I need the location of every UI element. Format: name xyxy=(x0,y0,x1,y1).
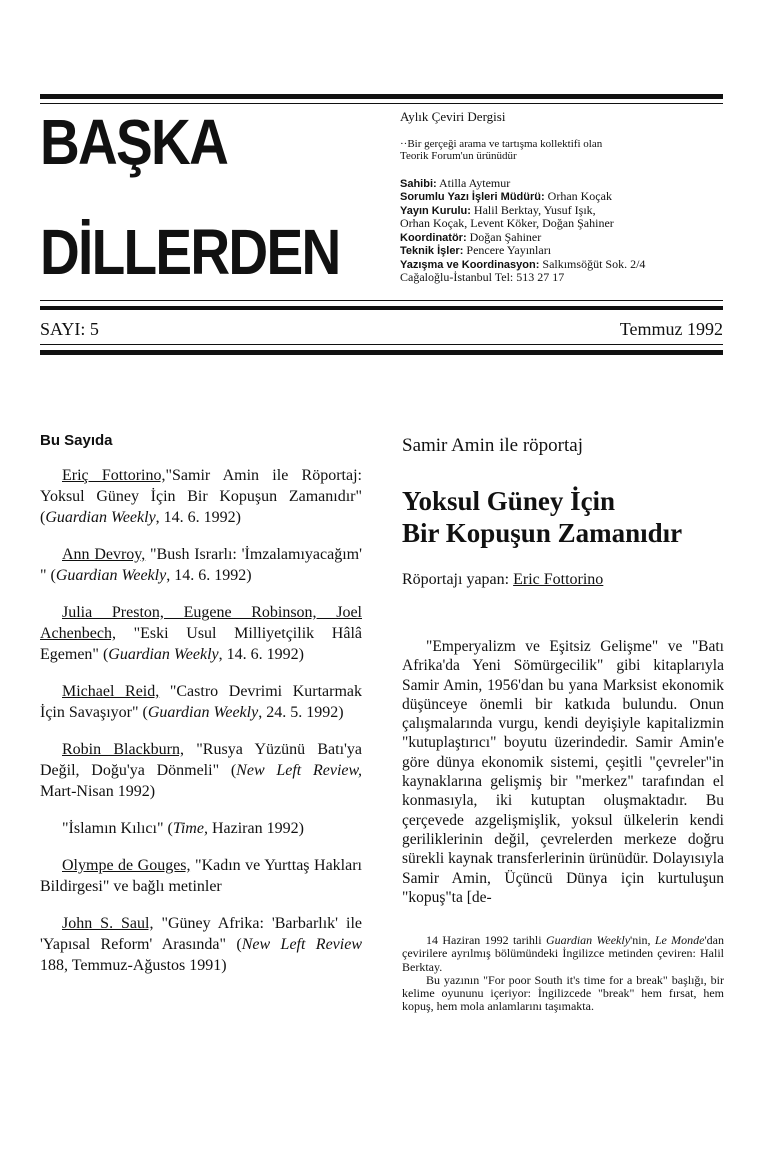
toc-entry xyxy=(40,544,362,586)
masthead-title-line1: BAŞKA xyxy=(40,106,228,178)
toc-entry xyxy=(40,818,362,839)
credit-value: Halil Berktay, Yusuf Işık, xyxy=(470,202,596,217)
headline-line1: Yoksul Güney İçin xyxy=(402,486,616,516)
credit-value: Atilla Aytemur xyxy=(436,175,511,190)
toc-entry xyxy=(40,855,362,897)
byline-prefix: Röportajı yapan: xyxy=(402,571,514,588)
footnote-publication: Guardian Weekly xyxy=(545,933,631,947)
article-body: "Emperyalizm ve Eşitsiz Gelişme" ve "Batı Afrika'da Yeni Sömürgecilik" gibi kitaplarıyla Samir Amin, 1956'dan bu yana Marksist ekonomik düşünceye önemli bir katkıda bulundu. Onun çalışmalarında vurgu, kendi deyişiyle kapitalizmin "kutuplaştırıcı" boyutu üzerindedir. Samir Amin'e göre dünya ekonomik sistemi, çeşitli "çevreler"in kaynaklarına gelişmiş bir "merkez" tarafından el konmasıyla, iki kutuptan oluşmaktadır. Bu çerçevede azgelişmişlik, yoksul ülkelerin kendi geriliklerinin değil, çevrelerden merkeze doğru sürekli kaynak transferlerinin ürünüdür. Dolayısıyla Samir Amin, Üçüncü Dünya için kurtuluşun "kopuş"ta [de- xyxy=(402,638,724,906)
toc-tail: , 14. 6. 1992) xyxy=(166,567,252,584)
masthead-info xyxy=(400,111,720,285)
article-headline xyxy=(402,485,724,549)
credit-label: Yazışma ve Koordinasyon: xyxy=(400,258,540,271)
toc-publication: Guardian Weekly xyxy=(45,509,156,526)
credit-line xyxy=(400,244,720,258)
toc-text: "Rusya Yüzünü Batı'ya Değil, Doğu'ya Dönmeli" ( xyxy=(40,741,362,779)
issue-date: Temmuz 1992 xyxy=(619,319,723,339)
toc-text: "Güney Afrika: 'Barbarlık' ile 'Yapısal Reform' Arasında" ( xyxy=(40,915,362,953)
toc-author: Olympe de Gouges, xyxy=(62,857,191,874)
toc-author: Michael Reid, xyxy=(62,683,160,700)
toc-heading: Bu Sayıda xyxy=(40,432,113,449)
toc-entry xyxy=(40,602,362,665)
credit-label: Yayın Kurulu: xyxy=(400,204,471,217)
issue-number: SAYI: 5 xyxy=(40,319,99,339)
toc-publication: New Left Review, xyxy=(236,762,363,779)
credit-line xyxy=(400,190,720,204)
credit-line xyxy=(400,258,720,272)
footnote-2: Bu yazının "For poor South it's time for a break" başlığı, bir kelime oyununu içeriyor: İngilizcede "break" hem fırsat, hem kopuş, hem mola anlamlarını taşımakta. xyxy=(402,972,724,1014)
masthead-title-line2: DİLLERDEN xyxy=(40,216,340,288)
credit-label: Sahibi: xyxy=(400,177,437,190)
credit-label: Sorumlu Yazı İşleri Müdürü: xyxy=(400,191,545,203)
byline-author: Eric Fottorino xyxy=(513,571,604,588)
top-rule-thin xyxy=(40,103,723,104)
masthead-description-line2: Teorik Forum'un ürünüdür xyxy=(400,150,517,162)
toc-tail: , 24. 5. 1992) xyxy=(258,704,344,721)
toc-author: Eriç Fottorino, xyxy=(62,467,166,484)
toc-author: Robin Blackburn, xyxy=(62,741,185,758)
toc-tail: , 14. 6. 1992) xyxy=(218,646,304,663)
toc-tail: , 14. 6. 1992) xyxy=(155,509,241,526)
credit-value: Orhan Koçak xyxy=(544,189,612,203)
credit-value: Pencere Yayınları xyxy=(463,243,552,257)
footnote-text: 'nin, xyxy=(630,933,655,947)
toc-entry xyxy=(40,913,362,976)
headline-line2: Bir Kopuşun Zamanıdır xyxy=(402,518,683,548)
article-kicker: Samir Amin ile röportaj xyxy=(402,435,584,456)
footnotes xyxy=(402,934,724,1014)
toc-author: Ann Devroy, xyxy=(62,546,146,563)
credit-value: Cağaloğlu-İstanbul Tel: 513 27 17 xyxy=(400,270,565,284)
toc-publication: New Left Review xyxy=(241,936,363,953)
article-byline xyxy=(402,571,724,589)
toc-entry xyxy=(40,681,362,723)
mid-rule-thick xyxy=(40,306,723,310)
credit-value: Orhan Koçak, Levent Köker, Doğan Şahiner xyxy=(400,216,614,230)
table-of-contents xyxy=(40,430,362,992)
mid-rule-thin xyxy=(40,300,723,301)
credit-line xyxy=(400,177,720,191)
footnote-text: 'dan çevirilere ayrılmış bölümündeki İngilizce metinden çeviren: Halil Berktay. xyxy=(402,933,725,974)
toc-publication: Time, xyxy=(172,820,208,837)
credit-label: Teknik İşler: xyxy=(400,245,464,257)
toc-text: "Eski Usul Milliyetçilik Hâlâ Egemen" ( xyxy=(40,625,362,663)
masthead-description-line1: ··Bir gerçeği arama ve tartışma kollektifi olan xyxy=(400,137,603,150)
toc-text: "Bush Israrlı: 'İmzalamıyacağım' " ( xyxy=(40,546,363,584)
footnote-publication: Le Monde xyxy=(654,933,705,947)
toc-author: John S. Saul, xyxy=(62,915,154,932)
credit-value: Doğan Şahiner xyxy=(466,229,542,244)
footnote-text: 14 Haziran 1992 tarihli xyxy=(426,933,546,947)
credit-value: Salkımsöğüt Sok. 2/4 xyxy=(539,256,646,271)
credit-line xyxy=(400,231,720,245)
article-column xyxy=(402,435,724,907)
toc-publication: Guardian Weekly xyxy=(55,567,167,584)
toc-publication: Guardian Weekly xyxy=(147,704,259,721)
credit-line xyxy=(400,204,720,218)
toc-tail: Mart-Nisan 1992) xyxy=(40,783,156,800)
footnote-1 xyxy=(402,934,724,974)
toc-text: "Samir Amin ile Röportaj: Yoksul Güney İçin Bir Kopuşun Zamanıdır" ( xyxy=(40,467,362,526)
toc-entry xyxy=(40,465,362,528)
toc-text: "İslamın Kılıcı" ( xyxy=(62,820,173,837)
toc-author: Julia Preston, Eugene Robinson, Joel Achenbech, xyxy=(40,604,362,642)
top-rule-thick xyxy=(40,94,723,99)
toc-text: "Castro Devrimi Kurtarmak İçin Savaşıyor" ( xyxy=(40,683,362,721)
credit-label: Koordinatör: xyxy=(400,231,467,244)
masthead-subtitle: Aylık Çeviri Dergisi xyxy=(400,109,506,124)
toc-text: "Kadın ve Yurttaş Hakları Bildirgesi" ve bağlı metinler xyxy=(40,857,363,895)
toc-publication: Guardian Weekly xyxy=(108,646,219,663)
lower-rule-thin xyxy=(40,344,723,345)
toc-tail: 188, Temmuz-Ağustos 1991) xyxy=(40,957,227,974)
credit-line xyxy=(400,271,720,285)
toc-tail: Haziran 1992) xyxy=(207,820,304,837)
credit-line xyxy=(400,217,720,231)
lower-rule-thick xyxy=(40,350,723,355)
toc-entry xyxy=(40,739,362,802)
